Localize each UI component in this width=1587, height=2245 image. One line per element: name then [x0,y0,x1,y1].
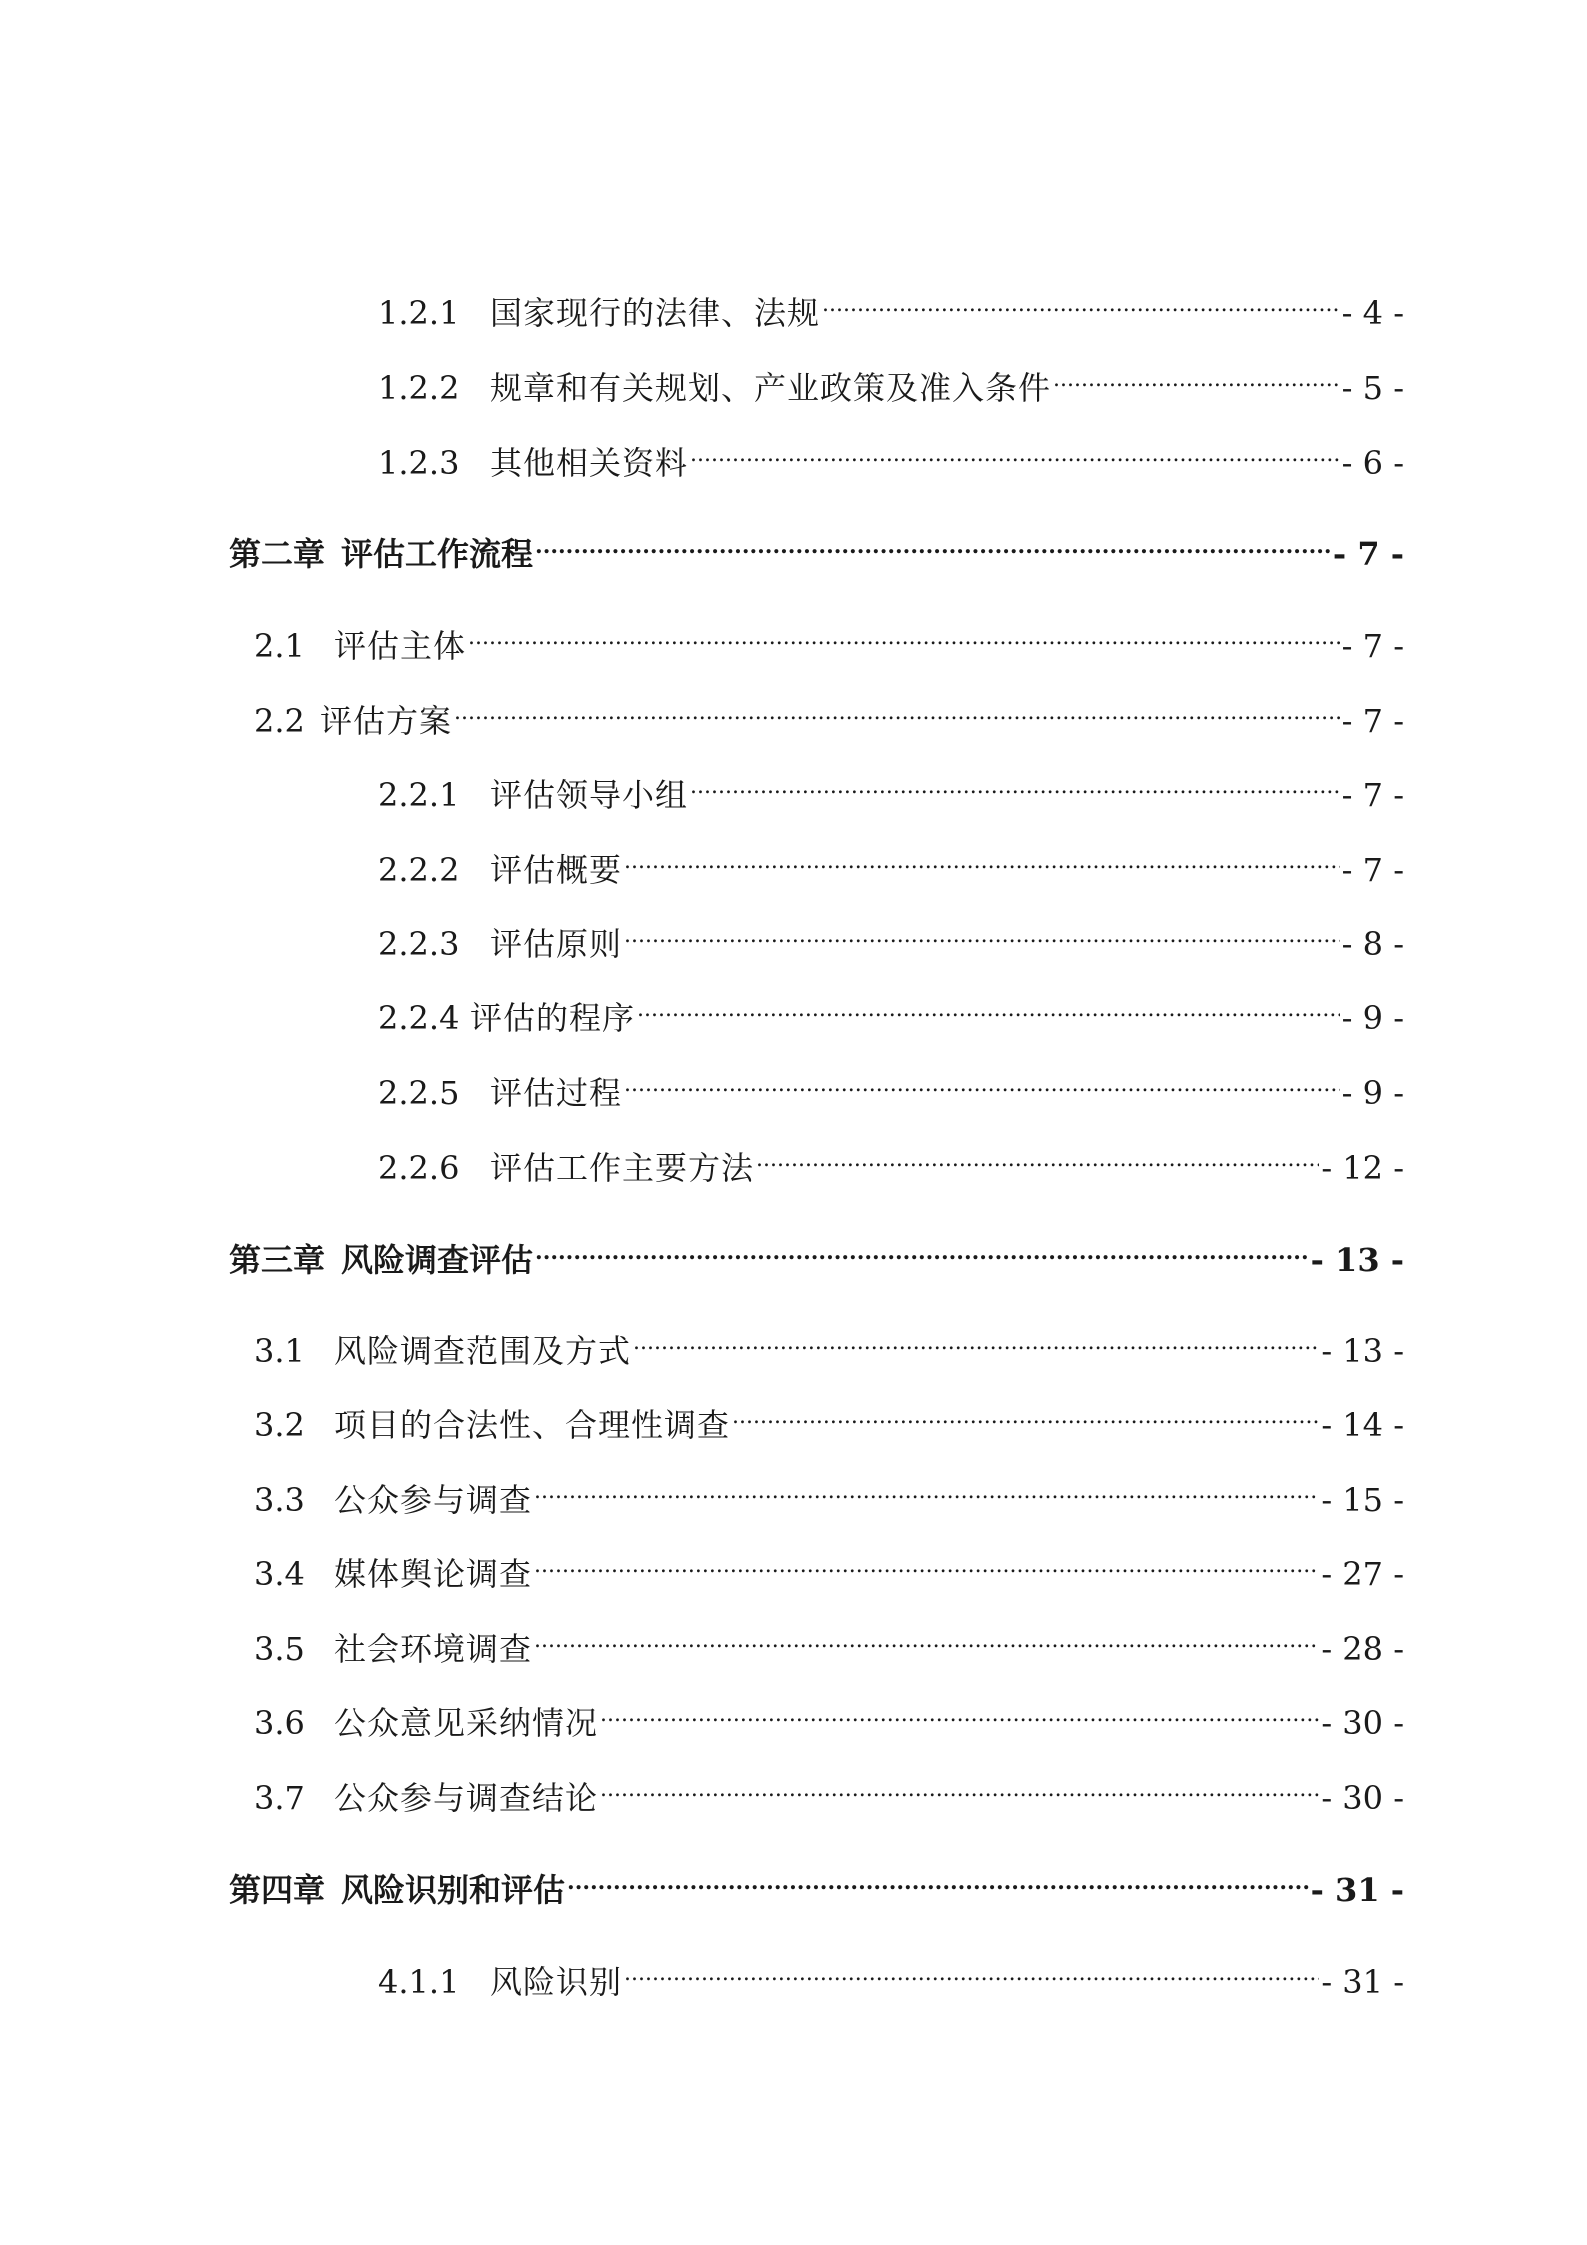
dot-leader [690,430,1340,474]
toc-entry-page: - 8 - [1341,925,1404,963]
toc-entry[interactable] [254,1318,1404,1370]
toc-entry-page: - 7 - [1341,776,1404,814]
toc-entry-number: 2.2.2 [378,851,460,889]
toc-entry-page: - 7 - [1341,851,1404,889]
toc-entry[interactable] [254,1541,1404,1593]
toc-entry-number: 2.2.3 [378,925,460,963]
toc-chapter-entry[interactable] [229,1857,1404,1909]
toc-entry[interactable] [378,1060,1404,1112]
toc-entry-title: 评估过程 [490,1074,623,1112]
toc-entry-page: - 31 - [1321,1963,1404,2001]
dot-leader [535,521,1331,565]
toc-entry-title: 评估工作主要方法 [490,1149,755,1187]
toc-entry[interactable] [378,985,1404,1037]
dot-leader [534,1541,1319,1585]
toc-entry-page: - 7 - [1341,702,1404,740]
toc-chapter-number: 第四章 [229,1871,326,1909]
toc-entry-number: 1.2.2 [378,369,460,407]
toc-entry-title: 媒体舆论调查 [334,1555,533,1593]
toc-entry[interactable] [378,355,1404,407]
toc-entry-title: 社会环境调查 [334,1630,533,1668]
toc-entry[interactable] [254,613,1404,665]
toc-entry-title: 评估方案 [320,702,453,740]
dot-leader [822,280,1340,324]
dot-leader [534,1616,1319,1660]
toc-entry-page: - 31 - [1310,1871,1404,1909]
toc-entry[interactable] [378,837,1404,889]
toc-entry-number: 4.1.1 [378,1963,460,2001]
toc-entry-title: 风险调查范围及方式 [334,1332,632,1370]
toc-entry-page: - 14 - [1321,1406,1404,1444]
toc-entry[interactable] [254,1392,1404,1444]
toc-entry-number: 2.2.4 [378,999,460,1037]
dot-leader [454,688,1340,732]
toc-entry-number: 1.2.3 [378,444,460,482]
toc-entry-title: 评估领导小组 [490,776,689,814]
toc-entry-page: - 13 - [1321,1332,1404,1370]
toc-entry-page: - 12 - [1321,1149,1404,1187]
toc-chapter-number: 第二章 [229,535,326,573]
toc-entry-title: 风险识别和评估 [341,1871,566,1909]
toc-entry-page: - 27 - [1321,1555,1404,1593]
toc-entry-number: 2.2 [254,702,305,740]
dot-leader [624,911,1340,955]
dot-leader [600,1690,1319,1734]
toc-entry-title: 评估主体 [334,627,467,665]
toc-entry-number: 3.4 [254,1555,305,1593]
toc-entry-page: - 9 - [1341,1074,1404,1112]
toc-entry[interactable] [254,1467,1404,1519]
dot-leader [624,1060,1340,1104]
toc-entry-title: 其他相关资料 [490,444,689,482]
toc-entry-number: 2.2.6 [378,1149,460,1187]
toc-entry-title: 项目的合法性、合理性调查 [334,1406,731,1444]
toc-entry-title: 规章和有关规划、产业政策及准入条件 [490,369,1052,407]
toc-entry-number: 3.5 [254,1630,305,1668]
toc-entry-number: 3.6 [254,1704,305,1742]
toc-entry-title: 公众参与调查结论 [334,1779,599,1817]
dot-leader [633,1318,1319,1362]
dot-leader [1053,355,1340,399]
toc-entry-title: 评估概要 [490,851,623,889]
toc-entry-number: 1.2.1 [378,294,460,332]
toc-entry[interactable] [378,911,1404,963]
toc-entry[interactable] [378,762,1404,814]
toc-entry-page: - 13 - [1310,1241,1404,1279]
dot-leader [624,837,1340,881]
toc-entry[interactable] [254,688,1404,740]
toc-entry-page: - 7 - [1332,535,1404,573]
toc-entry-page: - 9 - [1341,999,1404,1037]
toc-entry-page: - 6 - [1341,444,1404,482]
toc-entry-title: 风险调查评估 [341,1241,534,1279]
toc-entry[interactable] [378,430,1404,482]
dot-leader [624,1949,1319,1993]
toc-entry-number: 3.7 [254,1779,305,1817]
toc-chapter-number: 第三章 [229,1241,326,1279]
toc-chapter-entry[interactable] [229,521,1404,573]
dot-leader [690,762,1340,806]
toc-entry-number: 2.1 [254,627,305,665]
toc-entry-title: 评估工作流程 [341,535,534,573]
dot-leader [732,1392,1319,1436]
toc-entry[interactable] [378,280,1404,332]
toc-entry-title: 风险识别 [490,1963,623,2001]
toc-entry-title: 评估原则 [490,925,623,963]
dot-leader [534,1467,1319,1511]
toc-entry-page: - 28 - [1321,1630,1404,1668]
toc-entry-page: - 30 - [1321,1704,1404,1742]
toc-entry-title: 公众参与调查 [334,1481,533,1519]
toc-entry[interactable] [378,1949,1404,2001]
toc-entry-number: 3.1 [254,1332,305,1370]
toc-entry[interactable] [254,1690,1404,1742]
dot-leader [756,1135,1319,1179]
dot-leader [637,985,1340,1029]
toc-entry-page: - 5 - [1341,369,1404,407]
dot-leader [600,1765,1319,1809]
toc-entry-title: 评估的程序 [470,999,636,1037]
toc-entry-title: 国家现行的法律、法规 [490,294,821,332]
toc-entry-page: - 15 - [1321,1481,1404,1519]
toc-entry-number: 2.2.1 [378,776,460,814]
dot-leader [535,1227,1309,1271]
toc-entry[interactable] [378,1135,1404,1187]
toc-entry-number: 2.2.5 [378,1074,460,1112]
toc-chapter-entry[interactable] [229,1227,1404,1279]
toc-entry-page: - 30 - [1321,1779,1404,1817]
toc-entry-number: 3.3 [254,1481,305,1519]
dot-leader [468,613,1340,657]
toc-entry-number: 3.2 [254,1406,305,1444]
toc-entry[interactable] [254,1616,1404,1668]
toc-entry-page: - 4 - [1341,294,1404,332]
dot-leader [567,1857,1309,1901]
toc-entry-title: 公众意见采纳情况 [334,1704,599,1742]
toc-entry[interactable] [254,1765,1404,1817]
toc-entry-page: - 7 - [1341,627,1404,665]
